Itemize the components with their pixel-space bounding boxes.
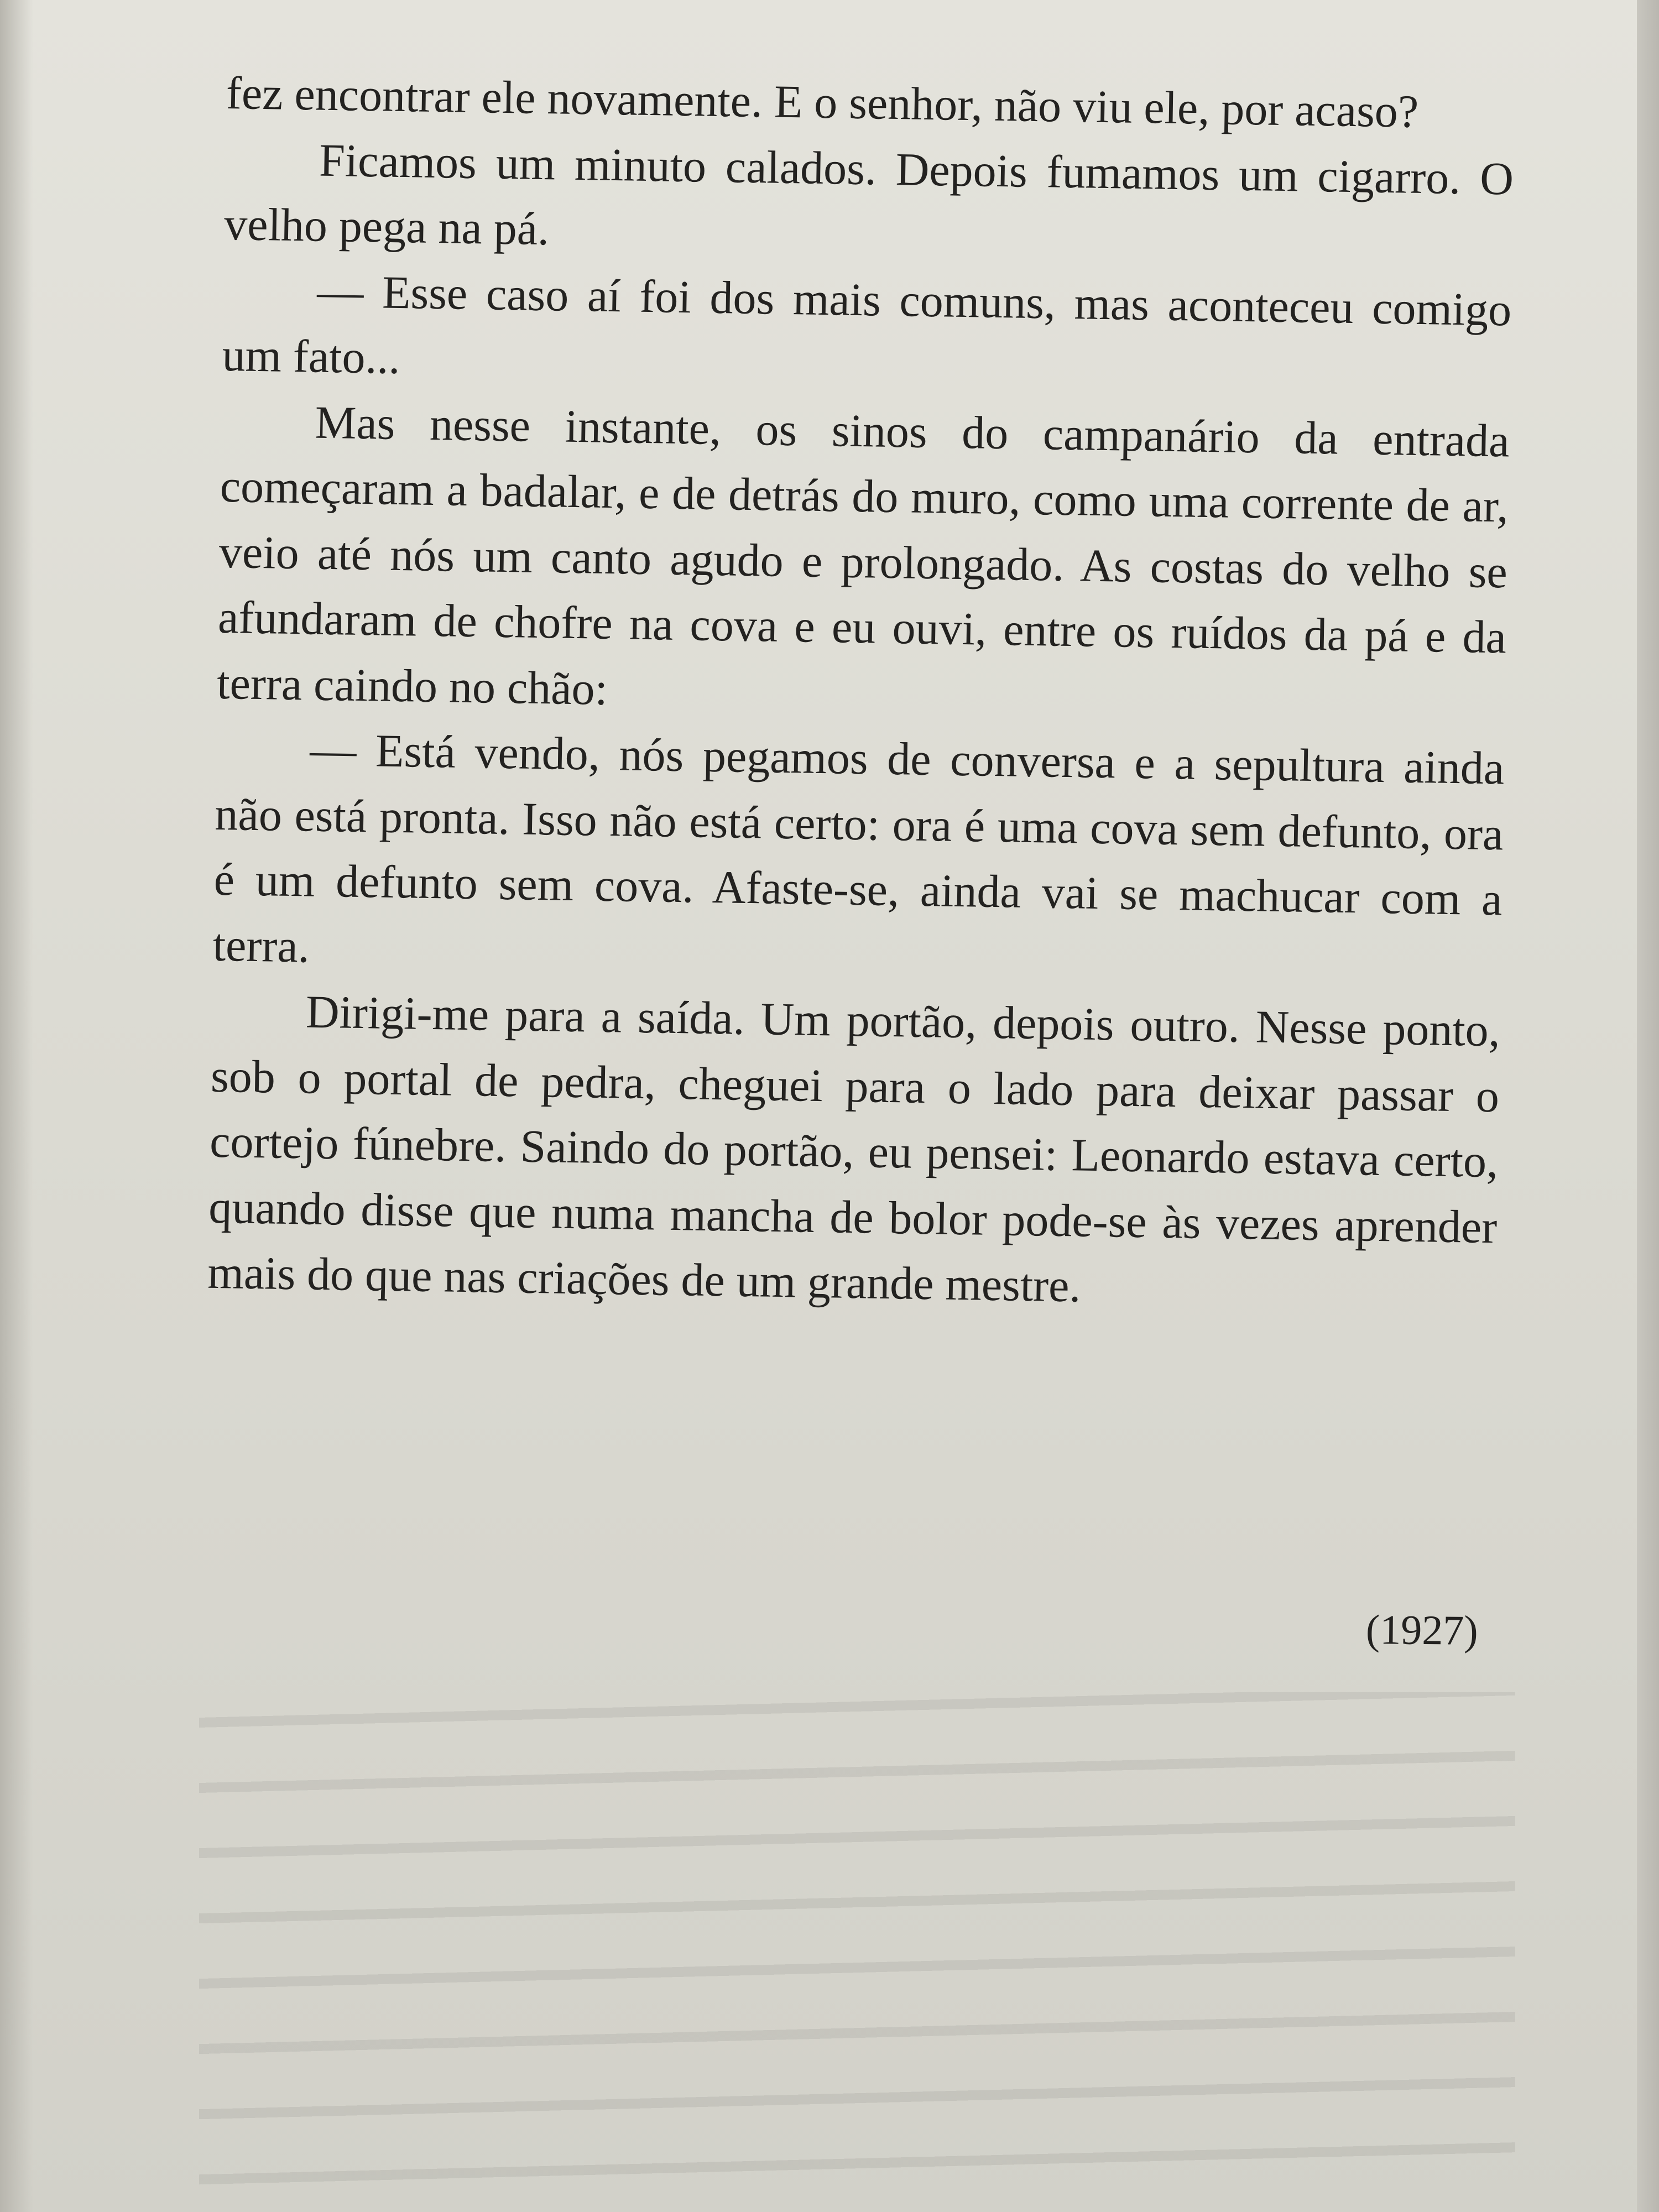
body-text xyxy=(207,61,1515,1326)
paragraph-6: Dirigi-me para a saída. Um portão, depois outro. Nesse ponto, sob o portal de pedra, cheguei para o lado para deixar passar o cortejo fúnebre. Saindo do portão, eu pensei: Leonardo estava certo, quando disse que numa mancha de bolor pode-se às vezes aprender mais do que nas criações de um grande mestre. xyxy=(207,986,1501,1312)
paragraph-5-dialogue: — Está vendo, nós pegamos de conversa e a sepultura ainda não está pronta. Isso não está certo: ora é uma cova sem defunto, ora é um defunto sem cova. Afaste-se, ainda vai se machucar com a terra. xyxy=(212,724,1505,973)
paragraph-4: Mas nesse instante, os sinos do campanário da entrada começaram a badalar, e de detrás do muro, como uma corrente de ar, veio até nós um canto agudo e prolongado. As costas do velho se afundaram de chofre na cova e eu ouvi, entre os ruídos da pá e da terra caindo no chão: xyxy=(216,397,1510,715)
paragraph-1: fez encontrar ele novamente. E o senhor, não viu ele, por acaso? xyxy=(226,67,1419,138)
page-edge xyxy=(1637,0,1659,2212)
paragraph-3-dialogue: — Esse caso aí foi dos mais comuns, mas aconteceu comigo um fato... xyxy=(221,265,1512,384)
story-date: (1927) xyxy=(1365,1606,1478,1654)
page-gutter-shadow xyxy=(0,0,33,2212)
paragraph-2: Ficamos um minuto calados. Depois fumamos um cigarro. O velho pega na pá. xyxy=(223,134,1514,255)
show-through-text xyxy=(199,1692,1515,2190)
